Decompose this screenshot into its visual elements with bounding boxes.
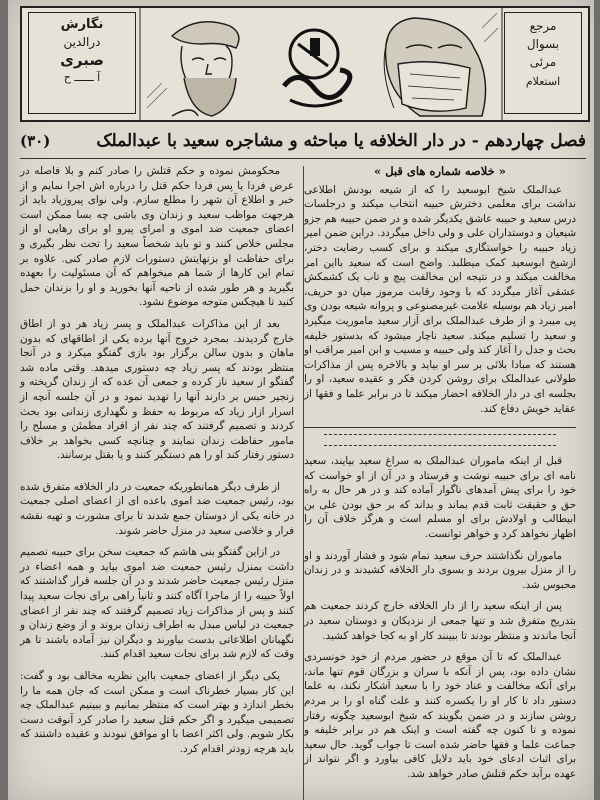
- reference-line2: بسوال: [526, 37, 560, 51]
- section-gap: [20, 470, 294, 480]
- reference-line4: استعلام: [525, 75, 561, 88]
- author-credit-box: [28, 12, 136, 114]
- body-paragraph: در ازاین گفتگو بنی هاشم که جمعیت سخن برای حبیبه تصمیم داشت بمنزل رئیس جمعیت ضد اموی بیاید و همه اعضاء در منزل رئیس جمعیت حاضر شدند و در آن جلسه قرار گذاشتند که اولاً حبیبه را از ماجرا آگاه کنند و ثانیاً راهی برای نجات سعید پیدا کنند و پس از مذاکرات زیاد تصمیم گرفتند که چند نفر از اعضای جمعیت در لباس مبدل به اطراف زندان بروند و از وضع زندان و نگهبانان اطلاعاتی بدست بیاورند و دیگران نیز آماده باشند تا هر وقت که لازم شد برای نجات سعید اقدام کنند.: [20, 546, 294, 661]
- body-paragraph: قبل از اینکه ماموران عبدالملک به سراغ سعید بیایند، سعید نامه ای برای حبیبه نوشت و فرستاد و در آن از او خواست که خود را برای پیش آمدهای ناگوار آماده کند و در هر حال به راه حق و حقیقت ثابت قدم بماند و بداند که بر حق بودن علی بن ابیطالب و اولادش برای او مسلم است و هرگز خلاف آن را اظهار نخواهد کرد و خواهر توانست.: [304, 455, 576, 541]
- chapter-title: فصل چهاردهم - در دار الخلافه یا مباحثه و مشاجره سعید با عبدالملک: [96, 131, 586, 151]
- summary-box: [304, 164, 576, 428]
- magazine-page: [8, 0, 594, 800]
- bearded-man-portrait-icon: [172, 22, 239, 116]
- author-dash: آ ــــــ ح: [63, 71, 101, 84]
- ornament-divider: [324, 434, 556, 446]
- body-paragraph: بعد از این مذاکرات عبدالملک و پسر زیاد هر دو از اطاق خارج گردیدند. بمجرد خروج آنها برده یکی از اطاقهای که بدون ماهان و بدون سالن برگزار بود بازی گفتگو میکرد و در آنجا منتظر بودند که پسر زیاد چه دستوری میدهد. وقتی ماده شد گفتگو از سعید ناز کرده و جمعی آن عده که از زندان گریخته و زنجیر حبس بر دارند آنها را تهدید نمود و در آن جلسه آنچه از اسرار ازار زیاد که مربوط به حفظ و نگهداری زندانی بود بحث کردند و تصمیم گرفتند که چند نفر از افراد مطمئن و مسلح را مامور حفاظت زندان نمایند و چنانچه کسی بخواهد بر خلاف دستور رفتار کند او را هم دستگیر کنند و یا بقتل برسانند.: [20, 317, 294, 462]
- body-paragraph: ماموران نگذاشتند حرف سعید تمام شود و فشار آوردند و او را از منزل بیرون بردند و بسوی دار الخلافه کشیدند و در زندان محبوس شد.: [304, 549, 576, 591]
- reference-line1: مرجع: [529, 19, 557, 33]
- body-paragraph: از طرف دیگر همانطوریکه جمعیت در دار الخلافه متفرق شده بود، رئیس جمعیت ضد اموی باعده ای از اعضای اصلی جمعیت در خانه یکی از دوستان جمع شدند تا برای مشورت و تهیه نقشه فرار و خلاصی سعید در منزل حاضر شوند.: [20, 480, 294, 537]
- veiled-woman-portrait-icon: [384, 18, 485, 116]
- reference-box: [504, 12, 582, 114]
- author-name-line2: صبری: [60, 51, 104, 69]
- center-emblem-icon: [284, 30, 350, 106]
- body-paragraph: یکی دیگر از اعضای جمعیت بااین نظریه مخالف بود و گفت: این کار بسیار خطرناک است و ممکن است که جان همه ما را بخطر اندازد و بهتر است که منتظر بمانیم و ببینیم عبدالملک چه تصمیمی میگیرد و اگر حکم قتل سعید را صادر کرد آنوقت دست بکار شویم. ولی اکثر اعضا با او موافق نبودند و عقیده داشتند که باید هرچه زودتر اقدام کرد.: [20, 670, 294, 755]
- body-paragraph: پس از اینکه سعید را از دار الخلافه خارج کردند جمعیت هم بتدریج متفرق شد و تنها جمعی از نزدیکان و دوستان سعید در آنجا ماندند و منتظر بودند تا ببینند کار او به کجا خواهد کشید.: [304, 600, 576, 642]
- reference-line3: مرئی: [529, 55, 557, 69]
- chapter-number: (۳۰): [20, 132, 51, 150]
- header-banner: [20, 6, 590, 122]
- author-label: نگارش: [60, 17, 104, 32]
- summary-heading: « خلاصه شماره های قبل »: [374, 164, 506, 178]
- body-paragraph: محکومش نموده و حکم قتلش را صادر کنم و بلا فاصله در عرض فردا یا پس فردا حکم قتل را درباره اش اجرا نمایم و از خبر و اطلاع آن شهر را مطلع سازم. ولی نوای پیروزیاد باید از هرجهت مواظب سعید و زندان وی باشی چه بسا ممکن است اعضای جمعیت ضد اموی و امرای پیرو او برای رهایی او از مجلس خلاص کنند و تو باید شخصاً سعید را تحت نظر بگیری و برای حفاظت او بزنهایتش دستورات لازم صادر کنی. علاوه بر تمام این کارها از شما هم میخواهم که آن مسئولیت را بعهده بگیرید و هر طور شده از ناحیه آنها بخورید و او را بزندان حمل کنید تا هیچکس متوجه موضوع نشود.: [20, 165, 294, 309]
- column-divider: [303, 166, 304, 800]
- body-paragraph: عبدالملک که تا آن موقع در حضور مردم از خود خونسردی نشان داده بود، پس از آنکه با سران و بزرگان قوم تنها ماند، برای آنکه مخالفت و عناد خود را با سعید آشکار نکند، به علما دستور داد تا کار او را یکسره کنند و علت گناه او را بر مردم روشن سازند و در ضمن بگویند که شیخ ابوسعید چگونه رفتار نموده و تا کنون چه گفته است و اینک هم در برابر خلیفه و جماعت علما و فقها حاضر شده است تا جواب گوید. حال سعید برای اثبات ادعای خود باید دلایل کافی بیاورد و اگر نتواند از عهده برآید حکم قتلش صادر خواهد شد.: [304, 651, 576, 780]
- chapter-title-row: [20, 126, 586, 156]
- summary-paragraph: عبدالملک شیخ ابوسعید را که از شیعه بودنش اطلاعی نداشت برای معلمی دخترش حبیبه انتخاب میکند و درجلسات درس سعید و حبیبه عاشق یکدیگر شده و در ضمن حبیبه هم جزو شیعیان و دوستداران علی و ولی داخل میگردد. دراین ضمن امیر زیاد حبیبه را خواستگاری میکند و برای کسب رضایت دختر، ازشیخ ابوسعید کمک میطلبد. واضح است که سعید بااین امر مخالفت میکند و در نتیجه این مخالفت پیچ و تاب یک کشمکش عشقی آغاز میگردد که با وجود رقابت مرموز میان دو حریف، امیر زیاد هم بوسیله علامت غیرمصنوعی و پروانه شیعه بودن وی پی میبرد و از طرف عبدالملک برای آزار سعید ماموریت میگیرد و سعید را تسلیم میکند. سعید ناچار میشود که بدستور خلیفه بحث و جدل را آغاز کند ولی حبیبه و مسیب و ابن امیر مراقب او هستند که مبادا بلائی بر سر او بیاید و بالاخره پس از مذاکرات طولانی عبدالملک برای روشن کردن فکر و عقیده سعید، او را بجلسه ای در دار الخلافه احضار میکند تا در برابر علما و فقها از عقاید خویش دفاع کند.: [304, 183, 576, 415]
- right-text-column: [304, 164, 576, 789]
- left-text-column: [20, 164, 294, 764]
- author-name-line1: درالدین: [63, 35, 101, 49]
- title-divider: [20, 158, 586, 159]
